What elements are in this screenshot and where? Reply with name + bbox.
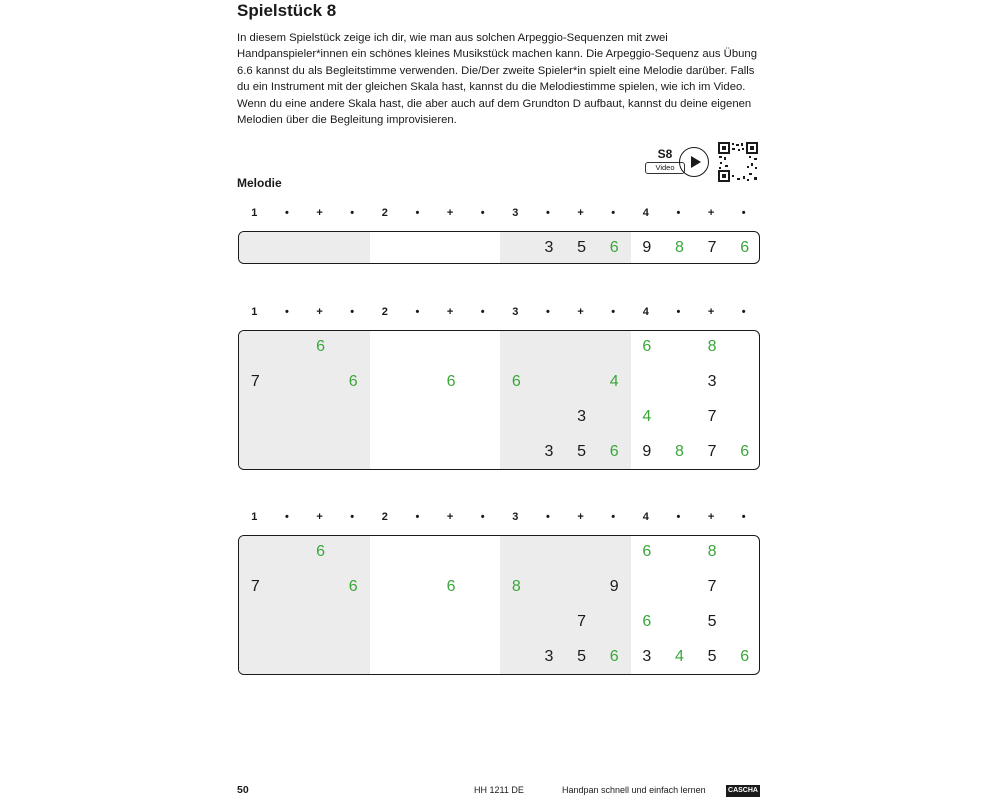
page-number: 50 xyxy=(237,784,249,796)
count-mark: • xyxy=(676,511,681,523)
count-mark: • xyxy=(284,511,289,523)
note: 5 xyxy=(577,239,586,256)
note: 5 xyxy=(577,443,586,460)
count-mark: • xyxy=(611,306,616,318)
count-mark: • xyxy=(480,207,485,219)
count-mark: • xyxy=(350,511,355,523)
count-mark: 1 xyxy=(251,306,258,318)
publisher-logo: CASCHA xyxy=(726,785,760,797)
note: 3 xyxy=(577,408,586,425)
beat-shading xyxy=(239,232,370,263)
note: 4 xyxy=(674,648,684,665)
note: 7 xyxy=(707,408,717,425)
note: 8 xyxy=(511,578,521,595)
note: 7 xyxy=(577,613,586,630)
note: 6 xyxy=(609,648,619,665)
count-mark: + xyxy=(577,511,584,523)
count-mark: • xyxy=(741,511,746,523)
count-mark: + xyxy=(707,306,715,318)
count-mark: • xyxy=(350,207,355,219)
count-mark: 2 xyxy=(381,306,388,318)
note: 7 xyxy=(707,443,717,460)
note: 9 xyxy=(609,578,619,595)
count-mark: + xyxy=(446,511,454,523)
count-mark: 4 xyxy=(642,306,649,318)
note: 5 xyxy=(707,613,717,630)
count-mark: 2 xyxy=(381,207,388,219)
note: 5 xyxy=(577,648,586,665)
note: 8 xyxy=(674,239,684,256)
video-link[interactable] xyxy=(645,147,709,179)
book-title: Handpan schnell und einfach lernen xyxy=(562,785,706,795)
count-mark: + xyxy=(446,207,454,219)
count-mark: • xyxy=(676,306,681,318)
count-mark: • xyxy=(415,207,420,219)
video-label: Video xyxy=(645,162,685,174)
note: 6 xyxy=(642,613,652,630)
video-code: S8 xyxy=(657,147,673,161)
note: 6 xyxy=(316,543,325,560)
count-mark: 1 xyxy=(251,511,258,523)
count-mark: + xyxy=(316,207,323,219)
qr-code-icon[interactable] xyxy=(718,142,758,182)
note: 4 xyxy=(642,408,652,425)
note: 3 xyxy=(544,239,554,256)
count-row xyxy=(238,207,760,223)
count-mark: • xyxy=(480,511,485,523)
note: 6 xyxy=(740,239,750,256)
note: 6 xyxy=(740,648,750,665)
note: 5 xyxy=(707,648,717,665)
note: 7 xyxy=(250,578,260,595)
note: 8 xyxy=(707,543,717,560)
count-mark: • xyxy=(545,511,550,523)
count-mark: • xyxy=(350,306,355,318)
note: 3 xyxy=(642,648,652,665)
note: 6 xyxy=(609,443,619,460)
count-mark: • xyxy=(284,207,289,219)
note: 3 xyxy=(707,373,717,390)
note: 6 xyxy=(348,373,358,390)
note: 6 xyxy=(348,578,358,595)
note: 3 xyxy=(544,443,554,460)
note: 6 xyxy=(446,578,456,595)
count-mark: + xyxy=(707,207,715,219)
note: 6 xyxy=(316,338,325,355)
count-mark: • xyxy=(741,306,746,318)
page-title: Spielstück 8 xyxy=(237,1,337,20)
count-mark: • xyxy=(611,207,616,219)
note-grid xyxy=(238,330,760,470)
count-mark: 3 xyxy=(512,306,519,318)
section-label-melody: Melodie xyxy=(237,176,282,190)
count-mark: • xyxy=(611,511,616,523)
count-mark: • xyxy=(415,306,420,318)
note: 9 xyxy=(642,239,652,256)
note: 6 xyxy=(511,373,521,390)
count-mark: + xyxy=(316,306,323,318)
count-mark: • xyxy=(545,306,550,318)
note: 7 xyxy=(707,239,717,256)
count-mark: + xyxy=(446,306,454,318)
note: 6 xyxy=(642,338,652,355)
product-code: HH 1211 DE xyxy=(474,785,524,795)
note: 7 xyxy=(707,578,717,595)
count-mark: 2 xyxy=(381,511,388,523)
count-mark: • xyxy=(284,306,289,318)
note: 6 xyxy=(446,373,456,390)
count-mark: 3 xyxy=(512,207,519,219)
note: 7 xyxy=(250,373,260,390)
note-grid xyxy=(238,535,760,675)
count-mark: + xyxy=(577,306,584,318)
count-mark: • xyxy=(741,207,746,219)
note: 8 xyxy=(674,443,684,460)
note: 8 xyxy=(707,338,717,355)
note: 6 xyxy=(609,239,619,256)
count-mark: + xyxy=(707,511,715,523)
count-mark: 4 xyxy=(642,511,649,523)
count-mark: • xyxy=(676,207,681,219)
count-mark: 1 xyxy=(251,207,258,219)
count-mark: 3 xyxy=(512,511,519,523)
count-mark: • xyxy=(480,306,485,318)
note-grid xyxy=(238,231,760,264)
note: 6 xyxy=(740,443,750,460)
note: 3 xyxy=(544,648,554,665)
note: 9 xyxy=(642,443,652,460)
play-icon[interactable] xyxy=(679,147,709,177)
count-row xyxy=(238,511,760,527)
count-mark: • xyxy=(545,207,550,219)
count-mark: 4 xyxy=(642,207,649,219)
note: 4 xyxy=(609,373,619,390)
intro-paragraph: In diesem Spielstück zeige ich dir, wie man aus solchen Arpeggio-Sequenzen mit zwei Handpanspieler*innen ein schönes kleines Musikstück machen kann. Die Arpeggio-Sequenz aus Übung 6.6 kannst du als Begleitstimme verwenden. Die/Der zweite Spieler*in spielt eine Melodie darüber. Falls du ein Instrument mit der gleichen Skala hast, kannst du die Melodiestimme spielen, wie ich im Video. Wenn du eine andere Skala hast, die aber auch auf dem Grundton D aufbaut, kannst du deine eigenen Melodien über die Begleitung improvisieren. xyxy=(237,32,757,127)
count-row xyxy=(238,306,760,322)
note: 6 xyxy=(642,543,652,560)
count-mark: • xyxy=(415,511,420,523)
count-mark: + xyxy=(577,207,584,219)
count-mark: + xyxy=(316,511,323,523)
